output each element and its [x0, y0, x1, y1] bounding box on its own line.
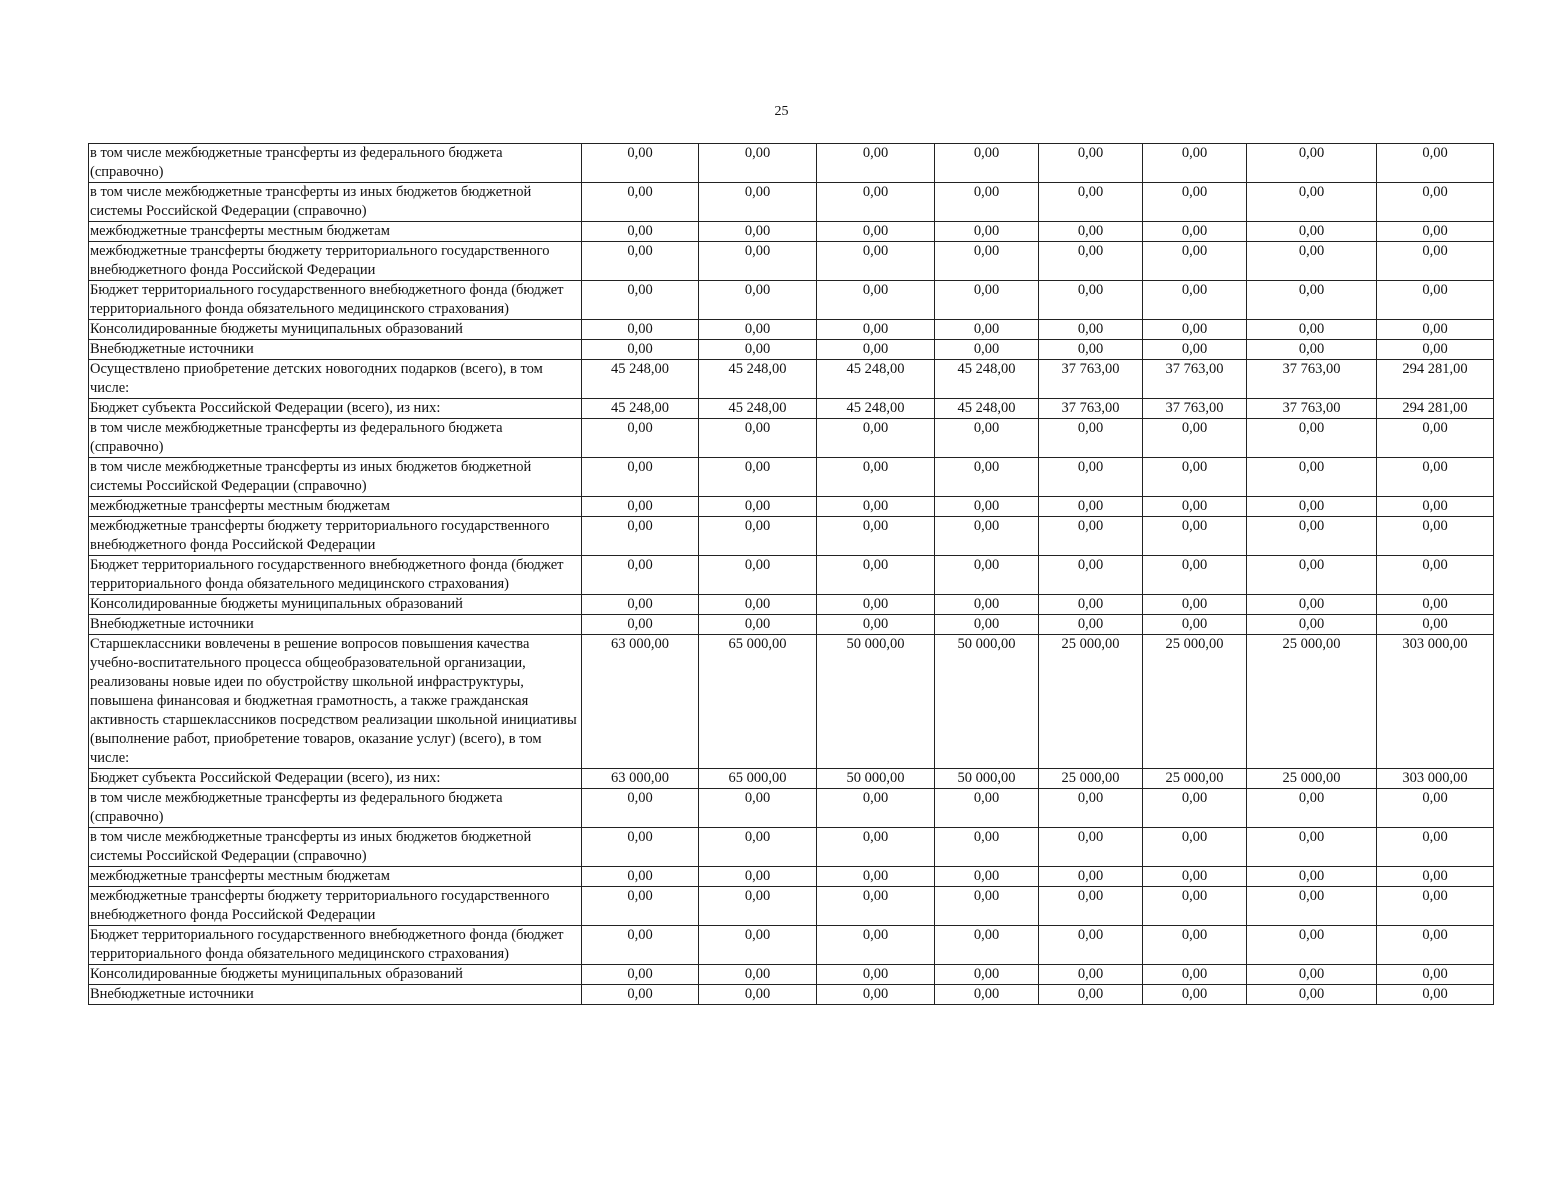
value-cell: 50 000,00 [935, 635, 1039, 769]
page-number: 25 [774, 104, 789, 119]
value-cell: 0,00 [817, 828, 935, 867]
value-cell: 0,00 [1143, 867, 1247, 887]
table-row [89, 556, 1494, 595]
value-cell: 0,00 [582, 985, 699, 1005]
value-cell: 0,00 [935, 242, 1039, 281]
value-cell: 0,00 [582, 828, 699, 867]
value-cell: 0,00 [582, 458, 699, 497]
value-cell: 45 248,00 [582, 360, 699, 399]
value-cell: 0,00 [699, 615, 817, 635]
value-cell: 0,00 [935, 828, 1039, 867]
value-cell: 0,00 [699, 497, 817, 517]
value-cell: 0,00 [817, 183, 935, 222]
table-row [89, 926, 1494, 965]
row-label: Консолидированные бюджеты муниципальных образований [89, 320, 582, 340]
row-label: межбюджетные трансферты бюджету территориального государственного внебюджетного фонда Российской Федерации [89, 517, 582, 556]
value-cell: 0,00 [1247, 183, 1377, 222]
value-cell: 303 000,00 [1377, 769, 1494, 789]
table-row [89, 867, 1494, 887]
table-row [89, 399, 1494, 419]
value-cell: 0,00 [699, 183, 817, 222]
row-label: межбюджетные трансферты бюджету территориального государственного внебюджетного фонда Российской Федерации [89, 242, 582, 281]
value-cell: 0,00 [935, 867, 1039, 887]
value-cell: 0,00 [817, 595, 935, 615]
value-cell: 0,00 [1039, 242, 1143, 281]
value-cell: 45 248,00 [935, 360, 1039, 399]
value-cell: 0,00 [1377, 320, 1494, 340]
value-cell: 0,00 [582, 222, 699, 242]
value-cell: 45 248,00 [699, 360, 817, 399]
value-cell: 0,00 [1377, 556, 1494, 595]
value-cell: 0,00 [1143, 615, 1247, 635]
value-cell: 0,00 [1377, 497, 1494, 517]
value-cell: 0,00 [935, 340, 1039, 360]
value-cell: 0,00 [935, 556, 1039, 595]
value-cell: 0,00 [699, 242, 817, 281]
value-cell: 0,00 [1143, 242, 1247, 281]
value-cell: 0,00 [1143, 985, 1247, 1005]
value-cell: 0,00 [1247, 242, 1377, 281]
value-cell: 25 000,00 [1143, 635, 1247, 769]
table-row [89, 615, 1494, 635]
row-label: Внебюджетные источники [89, 985, 582, 1005]
value-cell: 0,00 [1377, 595, 1494, 615]
value-cell: 37 763,00 [1143, 399, 1247, 419]
value-cell: 0,00 [1377, 867, 1494, 887]
value-cell: 0,00 [582, 281, 699, 320]
value-cell: 0,00 [935, 458, 1039, 497]
value-cell: 0,00 [1377, 281, 1494, 320]
value-cell: 0,00 [1377, 789, 1494, 828]
value-cell: 0,00 [1039, 828, 1143, 867]
value-cell: 0,00 [1247, 458, 1377, 497]
value-cell: 0,00 [935, 419, 1039, 458]
value-cell: 0,00 [1143, 517, 1247, 556]
value-cell: 0,00 [817, 458, 935, 497]
value-cell: 25 000,00 [1247, 769, 1377, 789]
table-row [89, 828, 1494, 867]
value-cell: 45 248,00 [582, 399, 699, 419]
value-cell: 0,00 [1039, 144, 1143, 183]
value-cell: 0,00 [817, 615, 935, 635]
value-cell: 37 763,00 [1247, 399, 1377, 419]
value-cell: 0,00 [1039, 281, 1143, 320]
table-row [89, 144, 1494, 183]
value-cell: 0,00 [817, 144, 935, 183]
value-cell: 0,00 [817, 419, 935, 458]
value-cell: 0,00 [699, 458, 817, 497]
value-cell: 0,00 [699, 595, 817, 615]
value-cell: 0,00 [935, 222, 1039, 242]
value-cell: 0,00 [699, 320, 817, 340]
value-cell: 0,00 [1039, 458, 1143, 497]
table-row [89, 789, 1494, 828]
row-label: Консолидированные бюджеты муниципальных образований [89, 965, 582, 985]
value-cell: 0,00 [1039, 985, 1143, 1005]
value-cell: 37 763,00 [1039, 399, 1143, 419]
value-cell: 0,00 [1247, 222, 1377, 242]
value-cell: 0,00 [699, 887, 817, 926]
value-cell: 0,00 [817, 497, 935, 517]
value-cell: 0,00 [1377, 458, 1494, 497]
row-label: Внебюджетные источники [89, 615, 582, 635]
table-row [89, 281, 1494, 320]
row-label: межбюджетные трансферты бюджету территориального государственного внебюджетного фонда Российской Федерации [89, 887, 582, 926]
value-cell: 0,00 [1143, 281, 1247, 320]
value-cell: 0,00 [935, 789, 1039, 828]
value-cell: 0,00 [1247, 965, 1377, 985]
table-row [89, 517, 1494, 556]
value-cell: 0,00 [1039, 595, 1143, 615]
value-cell: 0,00 [582, 887, 699, 926]
value-cell: 50 000,00 [817, 769, 935, 789]
value-cell: 50 000,00 [817, 635, 935, 769]
value-cell: 294 281,00 [1377, 399, 1494, 419]
value-cell: 0,00 [1377, 985, 1494, 1005]
budget-table-body [89, 144, 1494, 1005]
value-cell: 0,00 [1039, 789, 1143, 828]
value-cell: 0,00 [582, 595, 699, 615]
value-cell: 0,00 [1143, 556, 1247, 595]
value-cell: 0,00 [699, 789, 817, 828]
value-cell: 0,00 [582, 615, 699, 635]
row-label: Бюджет субъекта Российской Федерации (всего), из них: [89, 769, 582, 789]
value-cell: 63 000,00 [582, 635, 699, 769]
value-cell: 0,00 [935, 926, 1039, 965]
value-cell: 63 000,00 [582, 769, 699, 789]
value-cell: 303 000,00 [1377, 635, 1494, 769]
value-cell: 0,00 [1143, 926, 1247, 965]
row-label: межбюджетные трансферты местным бюджетам [89, 867, 582, 887]
value-cell: 0,00 [1143, 419, 1247, 458]
row-label: в том числе межбюджетные трансферты из федерального бюджета (справочно) [89, 789, 582, 828]
value-cell: 0,00 [1039, 517, 1143, 556]
value-cell: 0,00 [817, 340, 935, 360]
value-cell: 0,00 [1377, 887, 1494, 926]
value-cell: 0,00 [935, 497, 1039, 517]
value-cell: 0,00 [582, 144, 699, 183]
value-cell: 0,00 [1247, 281, 1377, 320]
row-label: в том числе межбюджетные трансферты из иных бюджетов бюджетной системы Российской Федерации (справочно) [89, 828, 582, 867]
value-cell: 0,00 [1247, 926, 1377, 965]
table-row [89, 360, 1494, 399]
value-cell: 0,00 [699, 965, 817, 985]
row-label: Бюджет территориального государственного внебюджетного фонда (бюджет территориального фонда обязательного медицинского страхования) [89, 556, 582, 595]
value-cell: 0,00 [582, 556, 699, 595]
value-cell: 0,00 [1247, 419, 1377, 458]
value-cell: 37 763,00 [1143, 360, 1247, 399]
row-label: Бюджет территориального государственного внебюджетного фонда (бюджет территориального фонда обязательного медицинского страхования) [89, 926, 582, 965]
value-cell: 0,00 [1377, 828, 1494, 867]
value-cell: 0,00 [935, 985, 1039, 1005]
table-row [89, 340, 1494, 360]
value-cell: 0,00 [817, 789, 935, 828]
value-cell: 0,00 [1039, 497, 1143, 517]
value-cell: 0,00 [1247, 985, 1377, 1005]
row-label: в том числе межбюджетные трансферты из иных бюджетов бюджетной системы Российской Федерации (справочно) [89, 183, 582, 222]
row-label: Внебюджетные источники [89, 340, 582, 360]
value-cell: 25 000,00 [1247, 635, 1377, 769]
value-cell: 0,00 [1039, 867, 1143, 887]
value-cell: 0,00 [1377, 615, 1494, 635]
value-cell: 0,00 [817, 517, 935, 556]
value-cell: 0,00 [582, 789, 699, 828]
value-cell: 0,00 [935, 595, 1039, 615]
value-cell: 0,00 [1143, 828, 1247, 867]
value-cell: 45 248,00 [935, 399, 1039, 419]
value-cell: 0,00 [1247, 517, 1377, 556]
table-row [89, 985, 1494, 1005]
value-cell: 0,00 [1039, 340, 1143, 360]
value-cell: 37 763,00 [1039, 360, 1143, 399]
value-cell: 0,00 [935, 517, 1039, 556]
value-cell: 0,00 [582, 242, 699, 281]
value-cell: 0,00 [817, 926, 935, 965]
table-row [89, 242, 1494, 281]
value-cell: 0,00 [1247, 828, 1377, 867]
value-cell: 0,00 [935, 144, 1039, 183]
value-cell: 0,00 [1247, 887, 1377, 926]
value-cell: 0,00 [1039, 887, 1143, 926]
row-label: Осуществлено приобретение детских новогодних подарков (всего), в том числе: [89, 360, 582, 399]
value-cell: 0,00 [817, 887, 935, 926]
value-cell: 65 000,00 [699, 635, 817, 769]
value-cell: 0,00 [1039, 222, 1143, 242]
value-cell: 0,00 [1039, 419, 1143, 458]
row-label: межбюджетные трансферты местным бюджетам [89, 497, 582, 517]
value-cell: 45 248,00 [817, 360, 935, 399]
value-cell: 0,00 [935, 615, 1039, 635]
value-cell: 0,00 [1247, 340, 1377, 360]
value-cell: 0,00 [1247, 144, 1377, 183]
value-cell: 0,00 [1247, 556, 1377, 595]
value-cell: 0,00 [817, 320, 935, 340]
value-cell: 0,00 [1247, 320, 1377, 340]
value-cell: 0,00 [699, 867, 817, 887]
value-cell: 0,00 [1247, 615, 1377, 635]
value-cell: 0,00 [699, 517, 817, 556]
value-cell: 0,00 [1377, 517, 1494, 556]
value-cell: 0,00 [1377, 926, 1494, 965]
value-cell: 0,00 [1143, 340, 1247, 360]
value-cell: 0,00 [1143, 222, 1247, 242]
row-label: в том числе межбюджетные трансферты из федерального бюджета (справочно) [89, 419, 582, 458]
table-row [89, 769, 1494, 789]
value-cell: 0,00 [817, 867, 935, 887]
row-label: Старшеклассники вовлечены в решение вопросов повышения качества учебно-воспитательного процесса общеобразовательной организации, реализованы новые идеи по обустройству школьной инфраструктуры, повышена финансовая и бюджетная грамотность, а также гражданская активность старшеклассников посредством реализации школьной инициативы (выполнение работ, приобретение товаров, оказание услуг) (всего), в том числе: [89, 635, 582, 769]
value-cell: 0,00 [699, 926, 817, 965]
value-cell: 45 248,00 [817, 399, 935, 419]
value-cell: 0,00 [1143, 965, 1247, 985]
value-cell: 0,00 [582, 340, 699, 360]
value-cell: 0,00 [699, 556, 817, 595]
value-cell: 0,00 [1377, 222, 1494, 242]
value-cell: 0,00 [582, 867, 699, 887]
value-cell: 0,00 [1377, 965, 1494, 985]
value-cell: 0,00 [699, 222, 817, 242]
value-cell: 0,00 [1039, 926, 1143, 965]
table-row [89, 183, 1494, 222]
table-row [89, 635, 1494, 769]
value-cell: 0,00 [1377, 340, 1494, 360]
value-cell: 0,00 [699, 419, 817, 458]
value-cell: 0,00 [935, 320, 1039, 340]
table-row [89, 222, 1494, 242]
value-cell: 0,00 [582, 183, 699, 222]
value-cell: 25 000,00 [1039, 769, 1143, 789]
row-label: в том числе межбюджетные трансферты из федерального бюджета (справочно) [89, 144, 582, 183]
value-cell: 50 000,00 [935, 769, 1039, 789]
value-cell: 65 000,00 [699, 769, 817, 789]
value-cell: 0,00 [1377, 183, 1494, 222]
value-cell: 0,00 [582, 517, 699, 556]
value-cell: 0,00 [935, 887, 1039, 926]
table-row [89, 595, 1494, 615]
value-cell: 0,00 [582, 497, 699, 517]
value-cell: 0,00 [699, 985, 817, 1005]
value-cell: 0,00 [935, 965, 1039, 985]
value-cell: 25 000,00 [1039, 635, 1143, 769]
row-label: в том числе межбюджетные трансферты из иных бюджетов бюджетной системы Российской Федерации (справочно) [89, 458, 582, 497]
value-cell: 0,00 [1377, 242, 1494, 281]
row-label: Бюджет субъекта Российской Федерации (всего), из них: [89, 399, 582, 419]
value-cell: 0,00 [817, 556, 935, 595]
value-cell: 294 281,00 [1377, 360, 1494, 399]
value-cell: 37 763,00 [1247, 360, 1377, 399]
value-cell: 0,00 [935, 183, 1039, 222]
row-label: Бюджет территориального государственного внебюджетного фонда (бюджет территориального фонда обязательного медицинского страхования) [89, 281, 582, 320]
value-cell: 0,00 [1143, 497, 1247, 517]
value-cell: 0,00 [699, 144, 817, 183]
value-cell: 0,00 [1247, 867, 1377, 887]
value-cell: 0,00 [817, 965, 935, 985]
table-row [89, 458, 1494, 497]
value-cell: 0,00 [1143, 144, 1247, 183]
value-cell: 0,00 [1039, 183, 1143, 222]
value-cell: 0,00 [1247, 789, 1377, 828]
row-label: Консолидированные бюджеты муниципальных образований [89, 595, 582, 615]
value-cell: 0,00 [1143, 789, 1247, 828]
table-row [89, 320, 1494, 340]
value-cell: 0,00 [1143, 183, 1247, 222]
value-cell: 0,00 [935, 281, 1039, 320]
value-cell: 0,00 [1247, 497, 1377, 517]
table-row [89, 887, 1494, 926]
value-cell: 0,00 [1143, 595, 1247, 615]
value-cell: 0,00 [817, 242, 935, 281]
value-cell: 0,00 [817, 222, 935, 242]
table-row [89, 965, 1494, 985]
value-cell: 0,00 [1247, 595, 1377, 615]
value-cell: 0,00 [582, 320, 699, 340]
value-cell: 0,00 [582, 965, 699, 985]
value-cell: 0,00 [582, 419, 699, 458]
value-cell: 0,00 [582, 926, 699, 965]
table-row [89, 497, 1494, 517]
value-cell: 0,00 [1143, 887, 1247, 926]
budget-table [88, 143, 1494, 1005]
value-cell: 0,00 [699, 340, 817, 360]
value-cell: 0,00 [1039, 615, 1143, 635]
value-cell: 0,00 [1039, 320, 1143, 340]
value-cell: 0,00 [1039, 556, 1143, 595]
value-cell: 0,00 [1377, 144, 1494, 183]
value-cell: 0,00 [1039, 965, 1143, 985]
value-cell: 0,00 [699, 828, 817, 867]
value-cell: 25 000,00 [1143, 769, 1247, 789]
table-row [89, 419, 1494, 458]
value-cell: 0,00 [1377, 419, 1494, 458]
value-cell: 45 248,00 [699, 399, 817, 419]
value-cell: 0,00 [817, 281, 935, 320]
value-cell: 0,00 [1143, 458, 1247, 497]
value-cell: 0,00 [817, 985, 935, 1005]
value-cell: 0,00 [1143, 320, 1247, 340]
value-cell: 0,00 [699, 281, 817, 320]
row-label: межбюджетные трансферты местным бюджетам [89, 222, 582, 242]
